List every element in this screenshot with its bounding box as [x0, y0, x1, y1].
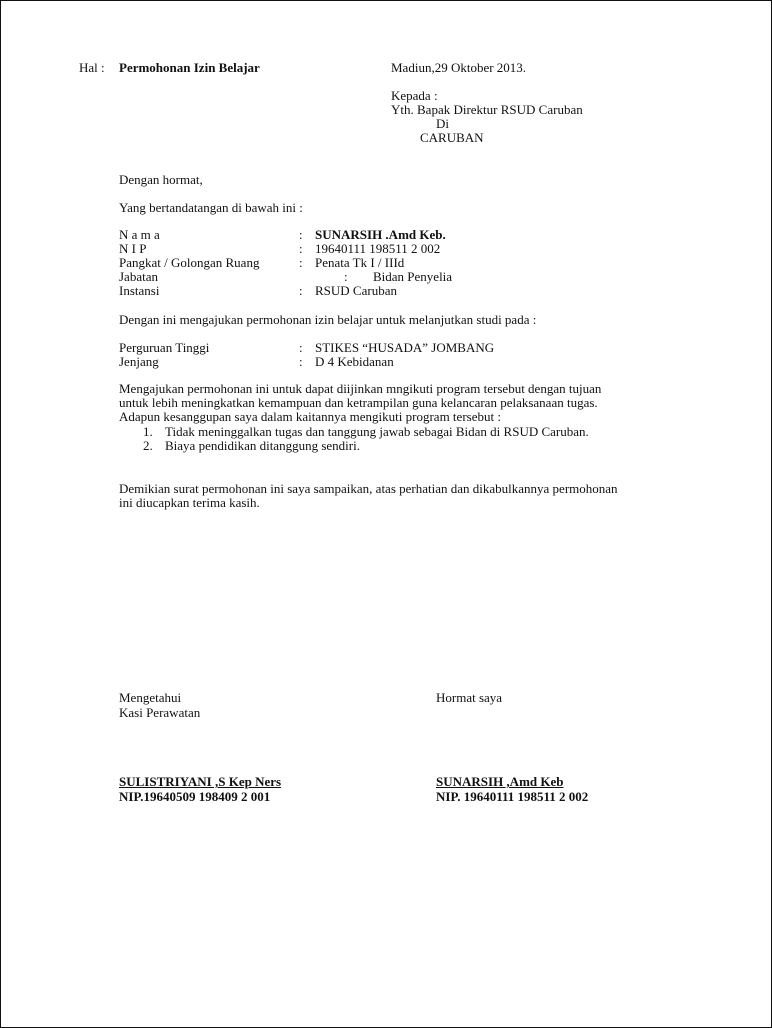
list-text: Biaya pendidikan ditanggung sendiri.	[165, 438, 360, 453]
body-line-1: Mengajukan permohonan ini untuk dapat diijinkan mngikuti program tersebut dengan tujuan	[119, 381, 602, 396]
request-intro: Dengan ini mengajukan permohonan izin belajar untuk melanjutkan studi pada :	[119, 312, 537, 327]
left-signer-name: SULISTRIYANI ,S Kep Ners	[119, 774, 282, 789]
identity-colon: :	[344, 269, 348, 284]
study-colon: :	[299, 340, 303, 355]
recipient-line-3: Di	[436, 116, 449, 131]
identity-value: RSUD Caruban	[315, 283, 397, 298]
recipient-line-1: Kepada :	[391, 88, 438, 103]
identity-value: Bidan Penyelia	[373, 269, 453, 284]
identity-value: Penata Tk I / IIId	[315, 255, 405, 270]
identity-colon: :	[299, 255, 303, 270]
right-signer-title: Hormat saya	[436, 690, 503, 705]
identity-label: Pangkat / Golongan Ruang	[119, 255, 260, 270]
study-colon: :	[299, 354, 303, 369]
identity-colon: :	[299, 283, 303, 298]
identity-value: 19640111 198511 2 002	[315, 241, 441, 256]
identity-label: N a m a	[119, 227, 160, 242]
letter-subject: Permohonan Izin Belajar	[119, 60, 260, 75]
study-label: Perguruan Tinggi	[119, 340, 210, 355]
left-signer-nip: NIP.19640509 198409 2 001	[119, 789, 271, 804]
closing-line-2: ini diucapkan terima kasih.	[119, 495, 260, 510]
list-number: 1.	[143, 424, 153, 439]
study-label: Jenjang	[119, 354, 159, 369]
place-date: Madiun,29 Oktober 2013.	[391, 60, 527, 75]
body-line-3: Adapun kesanggupan saya dalam kaitannya mengikuti program tersebut :	[119, 409, 501, 424]
right-signer-nip: NIP. 19640111 198511 2 002	[436, 789, 589, 804]
identity-colon: :	[299, 241, 303, 256]
left-signer-title-2: Kasi Perawatan	[119, 705, 201, 720]
identity-value: SUNARSIH .Amd Keb.	[315, 227, 446, 242]
identity-label: Instansi	[119, 283, 160, 298]
identity-label: Jabatan	[119, 269, 158, 284]
left-signer-title-1: Mengetahui	[119, 690, 182, 705]
study-value: STIKES “HUSADA” JOMBANG	[315, 340, 495, 355]
study-value: D 4 Kebidanan	[315, 354, 394, 369]
identity-label: N I P	[119, 241, 147, 256]
closing-line-1: Demikian surat permohonan ini saya sampaikan, atas perhatian dan dikabulkannya permohonan	[119, 481, 618, 496]
list-text: Tidak meninggalkan tugas dan tanggung jawab sebagai Bidan di RSUD Caruban.	[165, 424, 589, 439]
subject-label: Hal :	[79, 60, 105, 75]
body-line-2: untuk lebih meningkatkan kemampuan dan ketrampilan guna kelancaran pelaksanaan tugas.	[119, 395, 598, 410]
recipient-line-2: Yth. Bapak Direktur RSUD Caruban	[391, 102, 583, 117]
identity-colon: :	[299, 227, 303, 242]
list-number: 2.	[143, 438, 153, 453]
intro-text: Yang bertandatangan di bawah ini :	[119, 200, 303, 215]
right-signer-name: SUNARSIH ,Amd Keb	[436, 774, 564, 789]
greeting: Dengan hormat,	[119, 172, 203, 187]
recipient-line-4: CARUBAN	[420, 130, 484, 145]
